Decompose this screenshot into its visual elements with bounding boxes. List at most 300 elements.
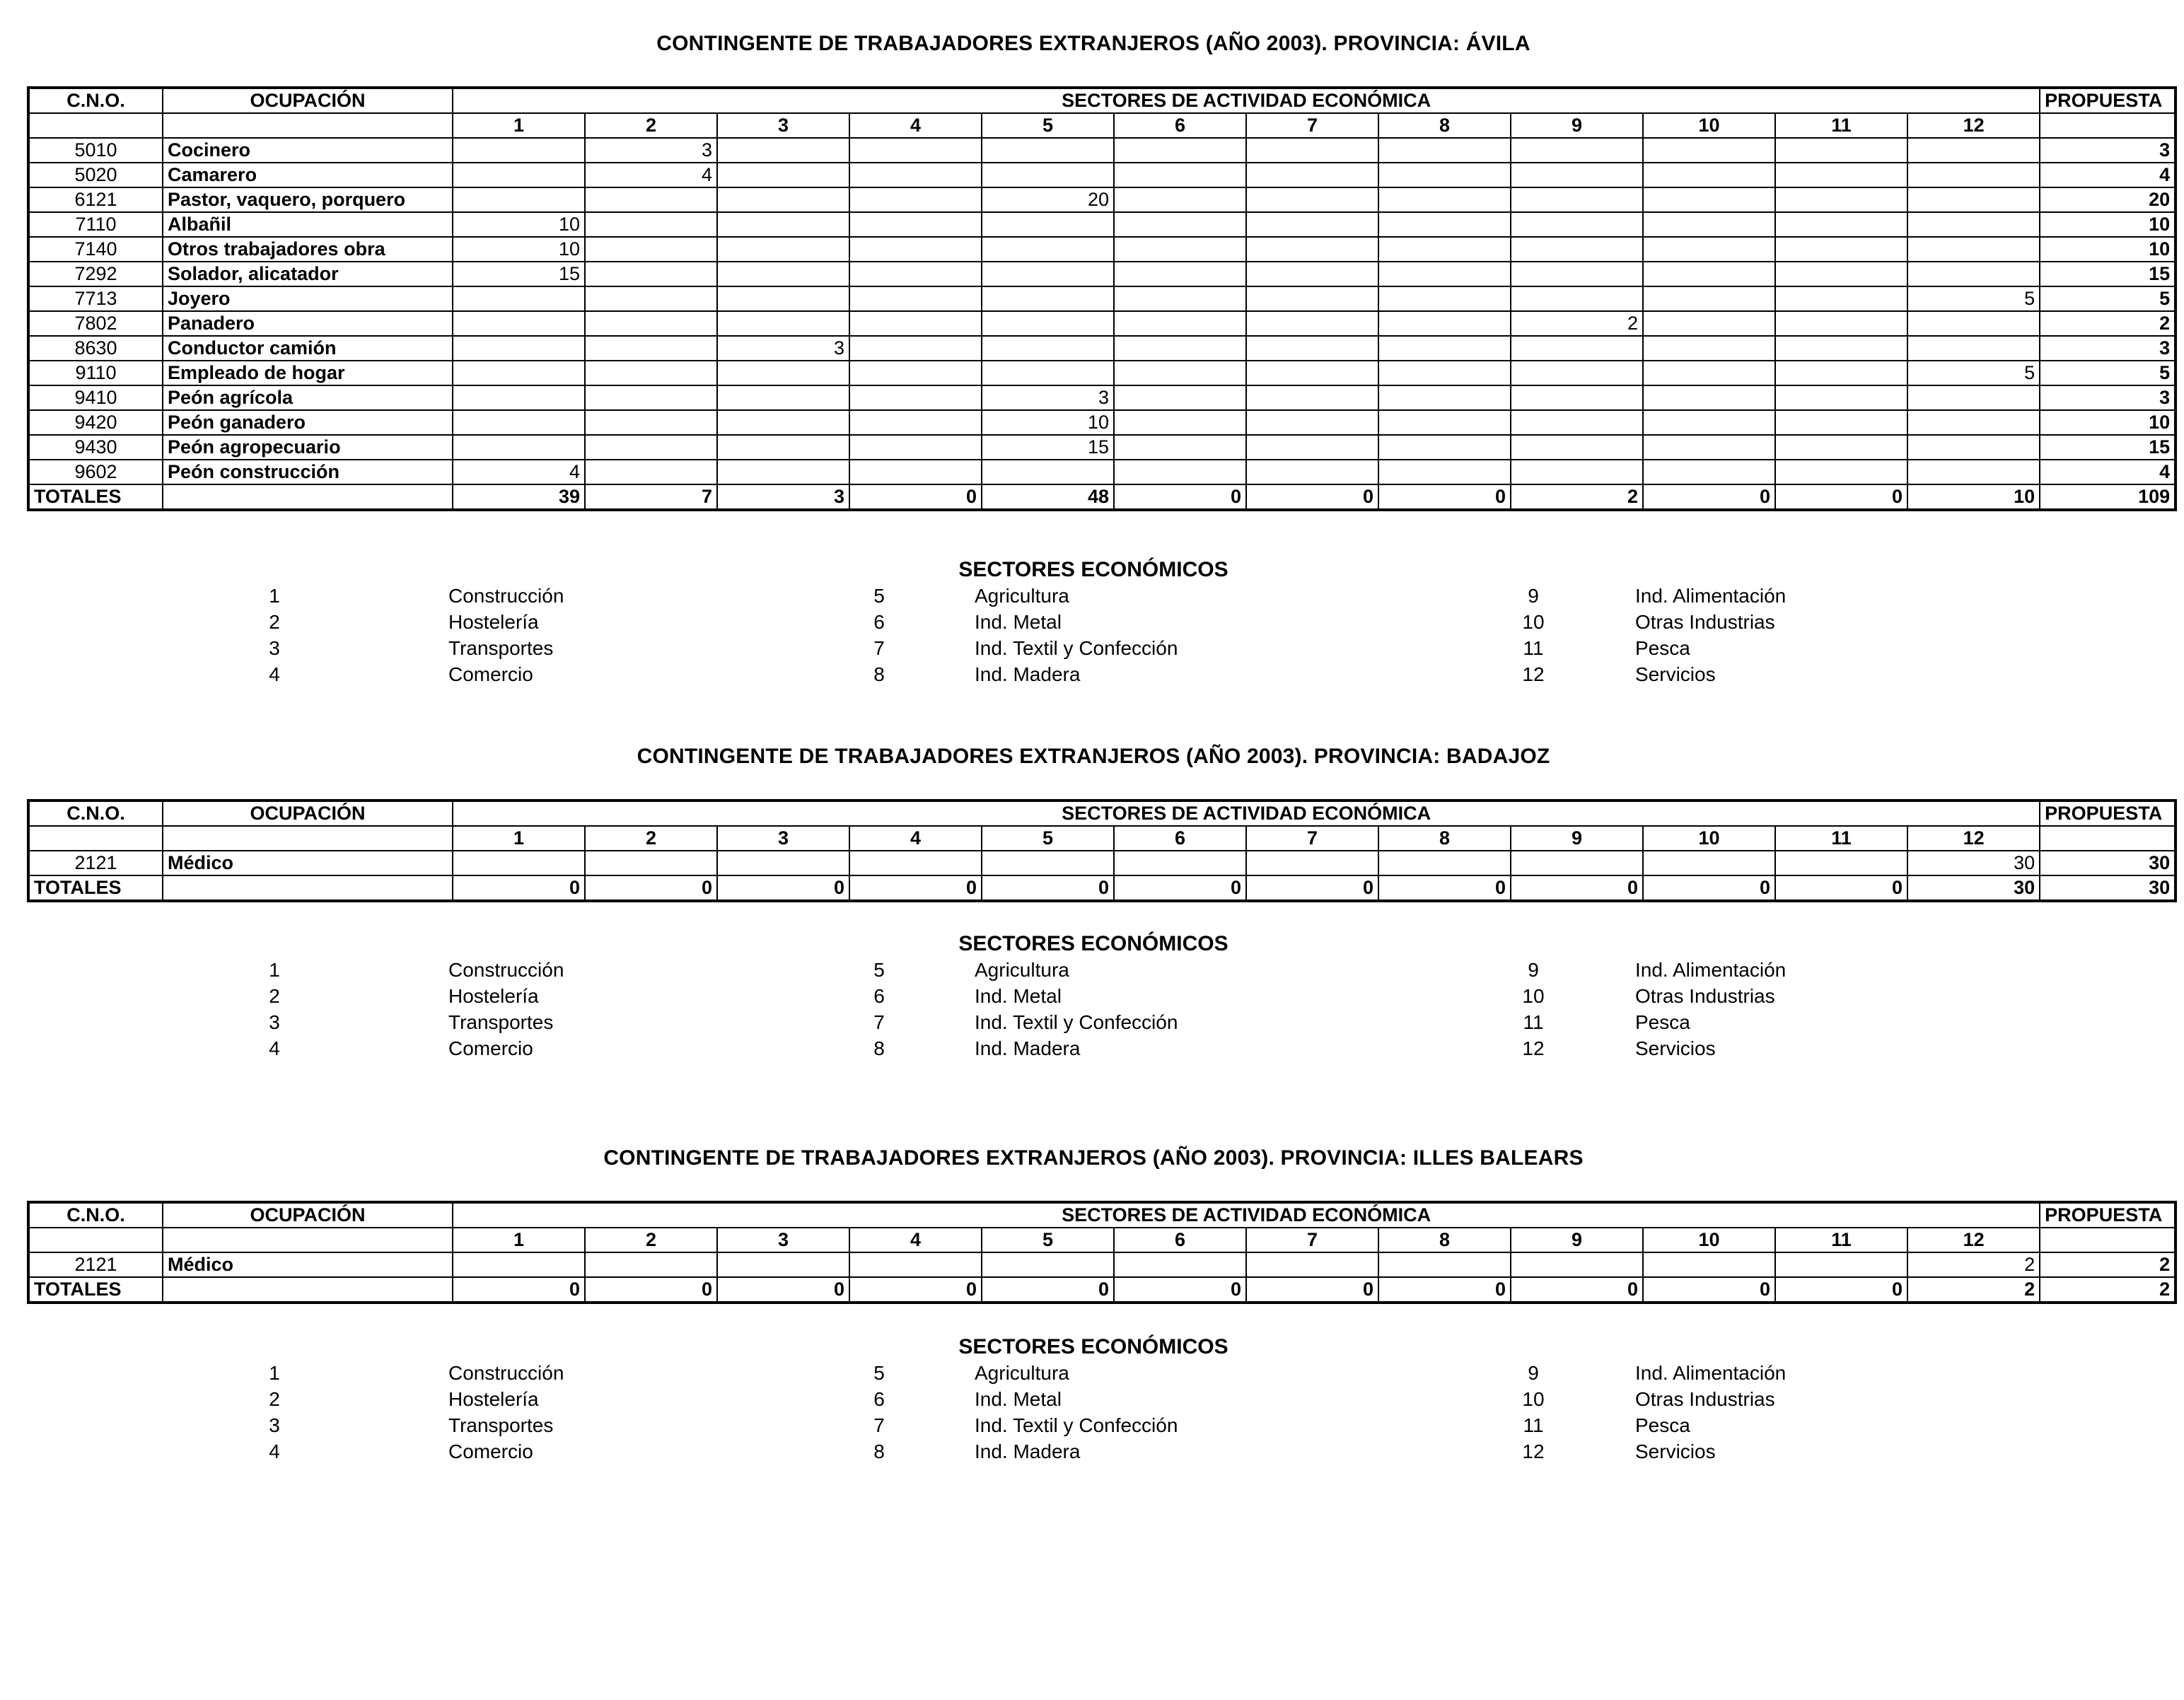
sector-value-cell — [585, 361, 717, 385]
legend-title: SECTORES ECONÓMICOS — [958, 558, 1228, 581]
sector-number: 3 — [717, 113, 849, 138]
table-row — [28, 1252, 2176, 1277]
sector-value-cell — [717, 435, 849, 460]
sector-value-cell — [1511, 138, 1643, 163]
sector-value-cell — [1907, 212, 2040, 237]
sector-value-cell — [453, 361, 585, 385]
propuesta-cell: 2 — [2040, 311, 2176, 336]
total-value-cell: 0 — [1643, 484, 1775, 510]
sector-value-cell — [1378, 286, 1511, 311]
sector-value-cell — [849, 237, 982, 262]
legend-sector-name: Otras Industrias — [1635, 611, 1775, 633]
section-title: CONTINGENTE DE TRABAJADORES EXTRANJEROS (AÑO 2003). PROVINCIA: BADAJOZ — [637, 745, 1550, 768]
sector-value-cell — [982, 460, 1114, 484]
sector-value-cell — [1246, 262, 1378, 286]
legend-number: 8 — [873, 1440, 885, 1462]
propuesta-cell: 5 — [2040, 361, 2176, 385]
legend-sector-name: Ind. Alimentación — [1635, 959, 1787, 981]
sector-value-cell — [1907, 163, 2040, 187]
legend-number: 10 — [1522, 1388, 1545, 1410]
table-row — [28, 187, 2176, 212]
sector-value-cell — [1907, 410, 2040, 435]
header-row — [28, 1202, 2176, 1228]
header-row — [28, 88, 2176, 113]
sector-value-cell — [1114, 336, 1246, 361]
legend-sector-name: Ind. Madera — [975, 1037, 1081, 1059]
total-value-cell: 0 — [849, 484, 982, 510]
sector-value-cell — [849, 336, 982, 361]
total-value-cell: 0 — [585, 875, 717, 901]
legend-number: 2 — [269, 985, 280, 1007]
sector-number: 6 — [1114, 826, 1246, 851]
legend-number: 4 — [269, 1440, 280, 1462]
cno-cell: 9602 — [28, 460, 163, 484]
sector-value-cell — [585, 851, 717, 875]
sector-number: 6 — [1114, 113, 1246, 138]
sector-value-cell — [1775, 1252, 1907, 1277]
legend-sector-name: Otras Industrias — [1635, 985, 1775, 1007]
sector-value-cell — [1907, 311, 2040, 336]
legend-sector-name: Hostelería — [448, 1388, 539, 1410]
ocupacion-cell: Médico — [163, 851, 453, 875]
legend-sector-name: Ind. Textil y Confección — [975, 1414, 1178, 1436]
sector-number: 8 — [1378, 1228, 1511, 1252]
header-propuesta: PROPUESTA — [2040, 88, 2176, 113]
propuesta-cell: 10 — [2040, 212, 2176, 237]
sector-value-cell — [1511, 163, 1643, 187]
total-propuesta-cell: 2 — [2040, 1277, 2176, 1303]
sector-number: 11 — [1775, 1228, 1907, 1252]
ocupacion-cell: Solador, alicatador — [163, 262, 453, 286]
header-cno: C.N.O. — [28, 1202, 163, 1228]
propuesta-cell: 3 — [2040, 138, 2176, 163]
sector-number: 4 — [849, 113, 982, 138]
legend-number: 10 — [1522, 611, 1545, 633]
sector-value-cell — [849, 851, 982, 875]
sector-number-row — [28, 1228, 2176, 1252]
sector-value-cell: 3 — [717, 336, 849, 361]
sector-value-cell — [1775, 187, 1907, 212]
propuesta-cell: 10 — [2040, 410, 2176, 435]
table-row — [28, 212, 2176, 237]
sector-value-cell — [849, 262, 982, 286]
sector-value-cell — [1775, 385, 1907, 410]
total-value-cell: 0 — [1246, 1277, 1378, 1303]
cno-cell: 8630 — [28, 336, 163, 361]
sector-value-cell — [982, 336, 1114, 361]
cno-cell: 7713 — [28, 286, 163, 311]
sector-value-cell — [1114, 237, 1246, 262]
legend-sector-name: Servicios — [1635, 1037, 1716, 1059]
legend-number: 9 — [1528, 959, 1539, 981]
sector-value-cell — [849, 435, 982, 460]
sector-value-cell — [1643, 187, 1775, 212]
sector-value-cell — [1378, 385, 1511, 410]
table-row — [28, 361, 2176, 385]
header-sectores: SECTORES DE ACTIVIDAD ECONÓMICA — [453, 1202, 2040, 1228]
table-row — [28, 851, 2176, 875]
sector-value-cell — [1378, 460, 1511, 484]
sector-number-row — [28, 826, 2176, 851]
sector-number: 1 — [453, 1228, 585, 1252]
legend-sector-name: Comercio — [448, 1440, 533, 1462]
propuesta-cell: 3 — [2040, 336, 2176, 361]
sector-value-cell — [982, 1252, 1114, 1277]
sector-value-cell — [1775, 262, 1907, 286]
legend-sector-name: Servicios — [1635, 1440, 1716, 1462]
empty-cell — [163, 826, 453, 851]
sector-value-cell — [1907, 187, 2040, 212]
sector-value-cell — [1511, 851, 1643, 875]
sector-value-cell — [585, 1252, 717, 1277]
cno-cell: 2121 — [28, 851, 163, 875]
sector-value-cell — [1378, 410, 1511, 435]
total-value-cell: 0 — [1775, 484, 1907, 510]
sector-value-cell — [453, 138, 585, 163]
sector-value-cell — [1378, 311, 1511, 336]
legend-number: 12 — [1522, 1037, 1545, 1059]
header-ocupacion: OCUPACIÓN — [163, 800, 453, 826]
sector-number: 7 — [1246, 113, 1378, 138]
section-title: CONTINGENTE DE TRABAJADORES EXTRANJEROS (AÑO 2003). PROVINCIA: ILLES BALEARS — [603, 1146, 1584, 1170]
sector-number: 7 — [1246, 1228, 1378, 1252]
sector-value-cell — [585, 460, 717, 484]
sector-value-cell — [1775, 286, 1907, 311]
sector-value-cell — [717, 460, 849, 484]
cno-cell: 6121 — [28, 187, 163, 212]
sector-value-cell — [1775, 311, 1907, 336]
sector-value-cell — [1643, 212, 1775, 237]
total-value-cell: 39 — [453, 484, 585, 510]
sector-value-cell — [982, 163, 1114, 187]
table-row — [28, 460, 2176, 484]
sector-value-cell — [982, 361, 1114, 385]
sector-value-cell — [1907, 385, 2040, 410]
cno-cell: 7140 — [28, 237, 163, 262]
ocupacion-cell: Peón agropecuario — [163, 435, 453, 460]
ocupacion-cell: Cocinero — [163, 138, 453, 163]
sector-value-cell — [1378, 361, 1511, 385]
sector-number: 1 — [453, 826, 585, 851]
sector-value-cell — [1246, 138, 1378, 163]
table-row — [28, 237, 2176, 262]
sector-value-cell — [717, 163, 849, 187]
sector-value-cell — [1775, 212, 1907, 237]
total-value-cell: 10 — [1907, 484, 2040, 510]
sector-value-cell — [1246, 385, 1378, 410]
legend-sector-name: Construcción — [448, 1362, 564, 1384]
table-row — [28, 163, 2176, 187]
sector-value-cell — [1114, 361, 1246, 385]
sector-value-cell — [1907, 262, 2040, 286]
sector-value-cell — [585, 237, 717, 262]
sector-value-cell — [1378, 1252, 1511, 1277]
sector-value-cell — [982, 212, 1114, 237]
table-row — [28, 138, 2176, 163]
sector-number: 5 — [982, 826, 1114, 851]
totals-row — [28, 875, 2176, 901]
sector-value-cell — [717, 138, 849, 163]
sector-value-cell: 4 — [585, 163, 717, 187]
sector-value-cell — [585, 311, 717, 336]
sector-value-cell — [585, 286, 717, 311]
empty-cell — [2040, 1228, 2176, 1252]
sector-value-cell — [1511, 237, 1643, 262]
sector-value-cell — [1511, 410, 1643, 435]
legend-number: 2 — [269, 611, 280, 633]
legend-number: 11 — [1523, 1011, 1544, 1033]
total-value-cell: 2 — [1907, 1277, 2040, 1303]
sector-value-cell — [1114, 286, 1246, 311]
legend-number: 6 — [873, 1388, 885, 1410]
legend-number: 2 — [269, 1388, 280, 1410]
total-value-cell: 0 — [849, 875, 982, 901]
sector-number: 12 — [1907, 1228, 2040, 1252]
total-value-cell: 0 — [1114, 484, 1246, 510]
sector-value-cell — [1511, 212, 1643, 237]
sector-value-cell — [453, 311, 585, 336]
sector-value-cell — [1775, 410, 1907, 435]
sector-value-cell — [453, 851, 585, 875]
legend-sector-name: Ind. Textil y Confección — [975, 637, 1178, 659]
total-value-cell: 7 — [585, 484, 717, 510]
sector-value-cell — [849, 163, 982, 187]
sector-value-cell — [1246, 361, 1378, 385]
sector-number: 2 — [585, 1228, 717, 1252]
total-value-cell: 0 — [1643, 875, 1775, 901]
empty-cell — [2040, 826, 2176, 851]
legend-number: 7 — [873, 637, 885, 659]
empty-cell — [2040, 113, 2176, 138]
sector-value-cell — [1511, 187, 1643, 212]
sector-number: 11 — [1775, 113, 1907, 138]
sector-value-cell — [1114, 460, 1246, 484]
legend-number: 1 — [269, 585, 280, 607]
sector-number: 12 — [1907, 113, 2040, 138]
legend-number: 1 — [269, 959, 280, 981]
legend-sector-name: Ind. Metal — [975, 985, 1062, 1007]
sector-value-cell: 3 — [982, 385, 1114, 410]
totals-row — [28, 484, 2176, 510]
legend-number: 3 — [269, 1414, 280, 1436]
header-cno: C.N.O. — [28, 800, 163, 826]
total-value-cell: 0 — [1246, 484, 1378, 510]
sector-value-cell — [1378, 187, 1511, 212]
sector-value-cell — [1246, 286, 1378, 311]
sector-value-cell — [1643, 311, 1775, 336]
legend-sector-name: Ind. Metal — [975, 1388, 1062, 1410]
cno-cell: 5020 — [28, 163, 163, 187]
cno-cell: 7110 — [28, 212, 163, 237]
table-row — [28, 286, 2176, 311]
sector-value-cell — [1511, 336, 1643, 361]
total-value-cell: 0 — [453, 875, 585, 901]
sector-number: 9 — [1511, 1228, 1643, 1252]
sector-number: 9 — [1511, 826, 1643, 851]
total-value-cell: 0 — [1511, 875, 1643, 901]
sector-value-cell — [453, 286, 585, 311]
propuesta-cell: 4 — [2040, 163, 2176, 187]
sector-value-cell — [1907, 237, 2040, 262]
totals-label: TOTALES — [28, 1277, 163, 1303]
sector-value-cell — [1907, 336, 2040, 361]
sector-value-cell — [1246, 435, 1378, 460]
sector-value-cell — [1775, 460, 1907, 484]
sector-value-cell — [849, 311, 982, 336]
sector-value-cell — [1114, 262, 1246, 286]
empty-cell — [163, 1277, 453, 1303]
legend-sector-name: Hostelería — [448, 611, 539, 633]
cno-cell: 9430 — [28, 435, 163, 460]
sector-value-cell: 10 — [453, 212, 585, 237]
sector-number: 2 — [585, 826, 717, 851]
cno-cell: 2121 — [28, 1252, 163, 1277]
sector-value-cell — [1114, 851, 1246, 875]
table-row — [28, 311, 2176, 336]
sector-value-cell — [1775, 237, 1907, 262]
header-propuesta: PROPUESTA — [2040, 1202, 2176, 1228]
sector-value-cell — [1643, 435, 1775, 460]
sector-value-cell — [453, 187, 585, 212]
sector-value-cell: 10 — [982, 410, 1114, 435]
contingent-table — [27, 86, 2177, 511]
sector-value-cell: 3 — [585, 138, 717, 163]
legend-sector-name: Ind. Textil y Confección — [975, 1011, 1178, 1033]
table-row — [28, 262, 2176, 286]
sector-value-cell — [1378, 851, 1511, 875]
sector-value-cell — [849, 212, 982, 237]
sector-value-cell — [1775, 163, 1907, 187]
sector-value-cell — [1114, 187, 1246, 212]
sector-value-cell: 30 — [1907, 851, 2040, 875]
ocupacion-cell: Panadero — [163, 311, 453, 336]
table-row — [28, 385, 2176, 410]
legend-sector-name: Ind. Metal — [975, 611, 1062, 633]
ocupacion-cell: Joyero — [163, 286, 453, 311]
legend-number: 7 — [873, 1414, 885, 1436]
sector-value-cell — [585, 410, 717, 435]
section-title: CONTINGENTE DE TRABAJADORES EXTRANJEROS (AÑO 2003). PROVINCIA: ÁVILA — [656, 32, 1530, 55]
ocupacion-cell: Albañil — [163, 212, 453, 237]
sector-value-cell — [1246, 212, 1378, 237]
sector-value-cell — [1511, 361, 1643, 385]
sector-value-cell — [1775, 361, 1907, 385]
sector-value-cell — [982, 311, 1114, 336]
propuesta-cell: 5 — [2040, 286, 2176, 311]
total-value-cell: 0 — [1643, 1277, 1775, 1303]
legend-title: SECTORES ECONÓMICOS — [958, 1335, 1228, 1358]
ocupacion-cell: Conductor camión — [163, 336, 453, 361]
sector-value-cell — [453, 1252, 585, 1277]
sector-value-cell — [1643, 286, 1775, 311]
sector-value-cell — [1246, 311, 1378, 336]
sector-number: 8 — [1378, 826, 1511, 851]
sector-number: 12 — [1907, 826, 2040, 851]
ocupacion-cell: Empleado de hogar — [163, 361, 453, 385]
cno-cell: 9420 — [28, 410, 163, 435]
total-value-cell: 0 — [1511, 1277, 1643, 1303]
sector-value-cell — [849, 361, 982, 385]
cno-cell: 7292 — [28, 262, 163, 286]
sector-number: 1 — [453, 113, 585, 138]
sector-value-cell — [1511, 1252, 1643, 1277]
sector-value-cell — [1246, 336, 1378, 361]
legend-sector-name: Hostelería — [448, 985, 539, 1007]
sector-value-cell — [1511, 262, 1643, 286]
sector-value-cell: 5 — [1907, 286, 2040, 311]
sector-value-cell — [1114, 212, 1246, 237]
total-value-cell: 0 — [1378, 1277, 1511, 1303]
sector-value-cell — [717, 410, 849, 435]
legend-sector-name: Agricultura — [975, 585, 1069, 607]
sector-value-cell — [585, 262, 717, 286]
table-row — [28, 435, 2176, 460]
sector-value-cell — [1643, 851, 1775, 875]
cno-cell: 5010 — [28, 138, 163, 163]
sector-number: 7 — [1246, 826, 1378, 851]
totals-label: TOTALES — [28, 875, 163, 901]
sector-value-cell — [1643, 1252, 1775, 1277]
sector-value-cell — [717, 187, 849, 212]
legend-number: 1 — [269, 1362, 280, 1384]
sector-value-cell — [849, 410, 982, 435]
table-row — [28, 336, 2176, 361]
sector-value-cell — [1643, 262, 1775, 286]
total-value-cell: 0 — [717, 875, 849, 901]
legend-number: 8 — [873, 663, 885, 685]
sector-value-cell — [849, 385, 982, 410]
sector-value-cell — [982, 262, 1114, 286]
legend-sector-name: Servicios — [1635, 663, 1716, 685]
legend-number: 11 — [1523, 637, 1544, 659]
total-value-cell: 0 — [1378, 875, 1511, 901]
sector-number-row — [28, 113, 2176, 138]
header-sectores: SECTORES DE ACTIVIDAD ECONÓMICA — [453, 88, 2040, 113]
sector-value-cell — [585, 212, 717, 237]
sector-number: 9 — [1511, 113, 1643, 138]
sector-value-cell — [1643, 361, 1775, 385]
sector-value-cell — [1114, 138, 1246, 163]
sector-value-cell — [1511, 286, 1643, 311]
legend-sector-name: Transportes — [448, 637, 554, 659]
sector-value-cell — [585, 385, 717, 410]
sector-value-cell — [1246, 163, 1378, 187]
header-propuesta: PROPUESTA — [2040, 800, 2176, 826]
legend-sector-name: Pesca — [1635, 1414, 1690, 1436]
sector-value-cell — [849, 187, 982, 212]
legend-number: 11 — [1523, 1414, 1544, 1436]
total-value-cell: 0 — [1775, 1277, 1907, 1303]
sector-value-cell — [453, 336, 585, 361]
empty-cell — [163, 1228, 453, 1252]
total-value-cell: 0 — [717, 1277, 849, 1303]
legend-number: 3 — [269, 637, 280, 659]
total-value-cell: 0 — [453, 1277, 585, 1303]
sector-value-cell — [1246, 237, 1378, 262]
total-value-cell: 0 — [982, 1277, 1114, 1303]
sector-number: 3 — [717, 1228, 849, 1252]
total-value-cell: 2 — [1511, 484, 1643, 510]
legend-number: 3 — [269, 1011, 280, 1033]
propuesta-cell: 20 — [2040, 187, 2176, 212]
sector-value-cell — [849, 286, 982, 311]
legend-sector-name: Comercio — [448, 663, 533, 685]
sector-value-cell — [1907, 138, 2040, 163]
sector-value-cell — [1643, 138, 1775, 163]
sector-value-cell — [982, 237, 1114, 262]
sector-value-cell — [717, 237, 849, 262]
empty-cell — [163, 875, 453, 901]
